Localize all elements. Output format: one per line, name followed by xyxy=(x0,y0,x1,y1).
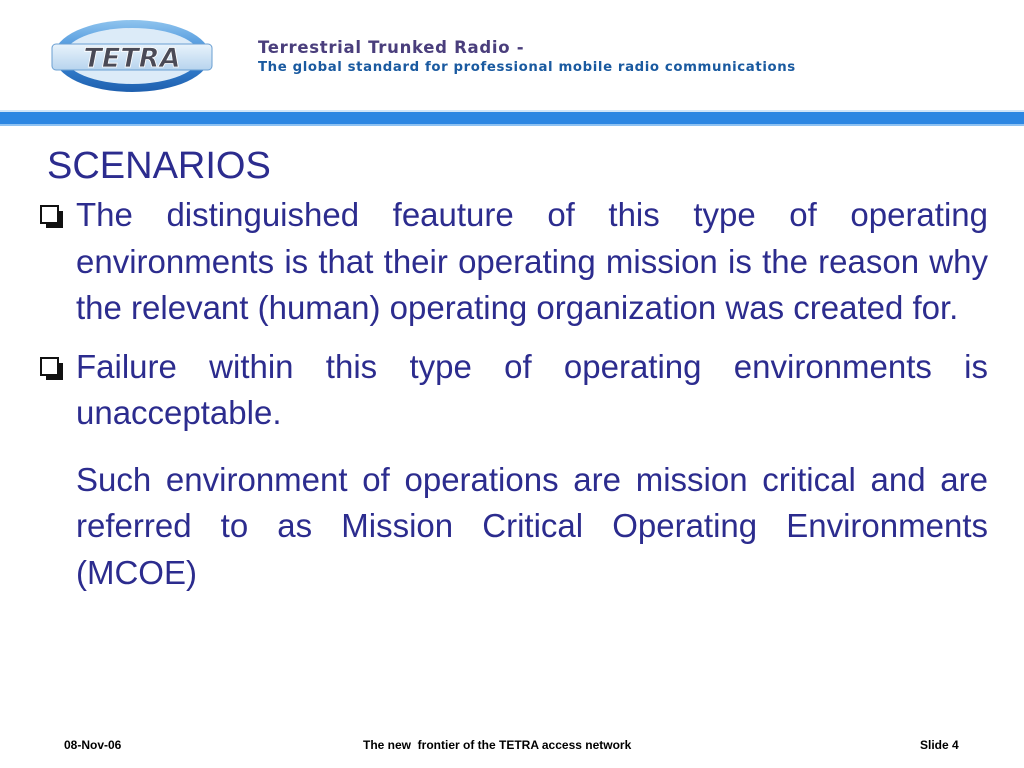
square-bullet-icon xyxy=(40,205,59,224)
square-bullet-icon xyxy=(40,357,59,376)
bullet-text: The distinguished feauture of this type of operating environments is that their operating mission is the reason why the relevant (human) operating organization was created for. xyxy=(76,196,988,326)
header-text xyxy=(258,38,796,78)
bullet-item xyxy=(40,344,988,437)
header-subtitle: The global standard for professional mobile radio communications xyxy=(258,60,796,75)
body-paragraph: Such environment of operations are mission critical and are referred to as Mission Critical Operating Environments (MCOE) xyxy=(76,460,988,591)
slide-header xyxy=(0,0,1024,112)
slide-title: SCENARIOS xyxy=(47,145,271,187)
slide-footer xyxy=(0,736,1024,756)
footer-title: The new frontier of the TETRA access network xyxy=(363,738,632,752)
slide-content xyxy=(40,192,988,596)
bullet-text: Failure within this type of operating environments is unacceptable. xyxy=(76,347,988,431)
footer-date: 08-Nov-06 xyxy=(64,738,122,752)
slide-number: Slide 4 xyxy=(920,738,959,752)
logo-text: TETRA xyxy=(83,43,181,74)
tetra-logo xyxy=(48,16,216,96)
bullet-item xyxy=(40,192,988,332)
header-divider-bar xyxy=(0,110,1024,126)
header-title: Terrestrial Trunked Radio - xyxy=(258,38,525,57)
